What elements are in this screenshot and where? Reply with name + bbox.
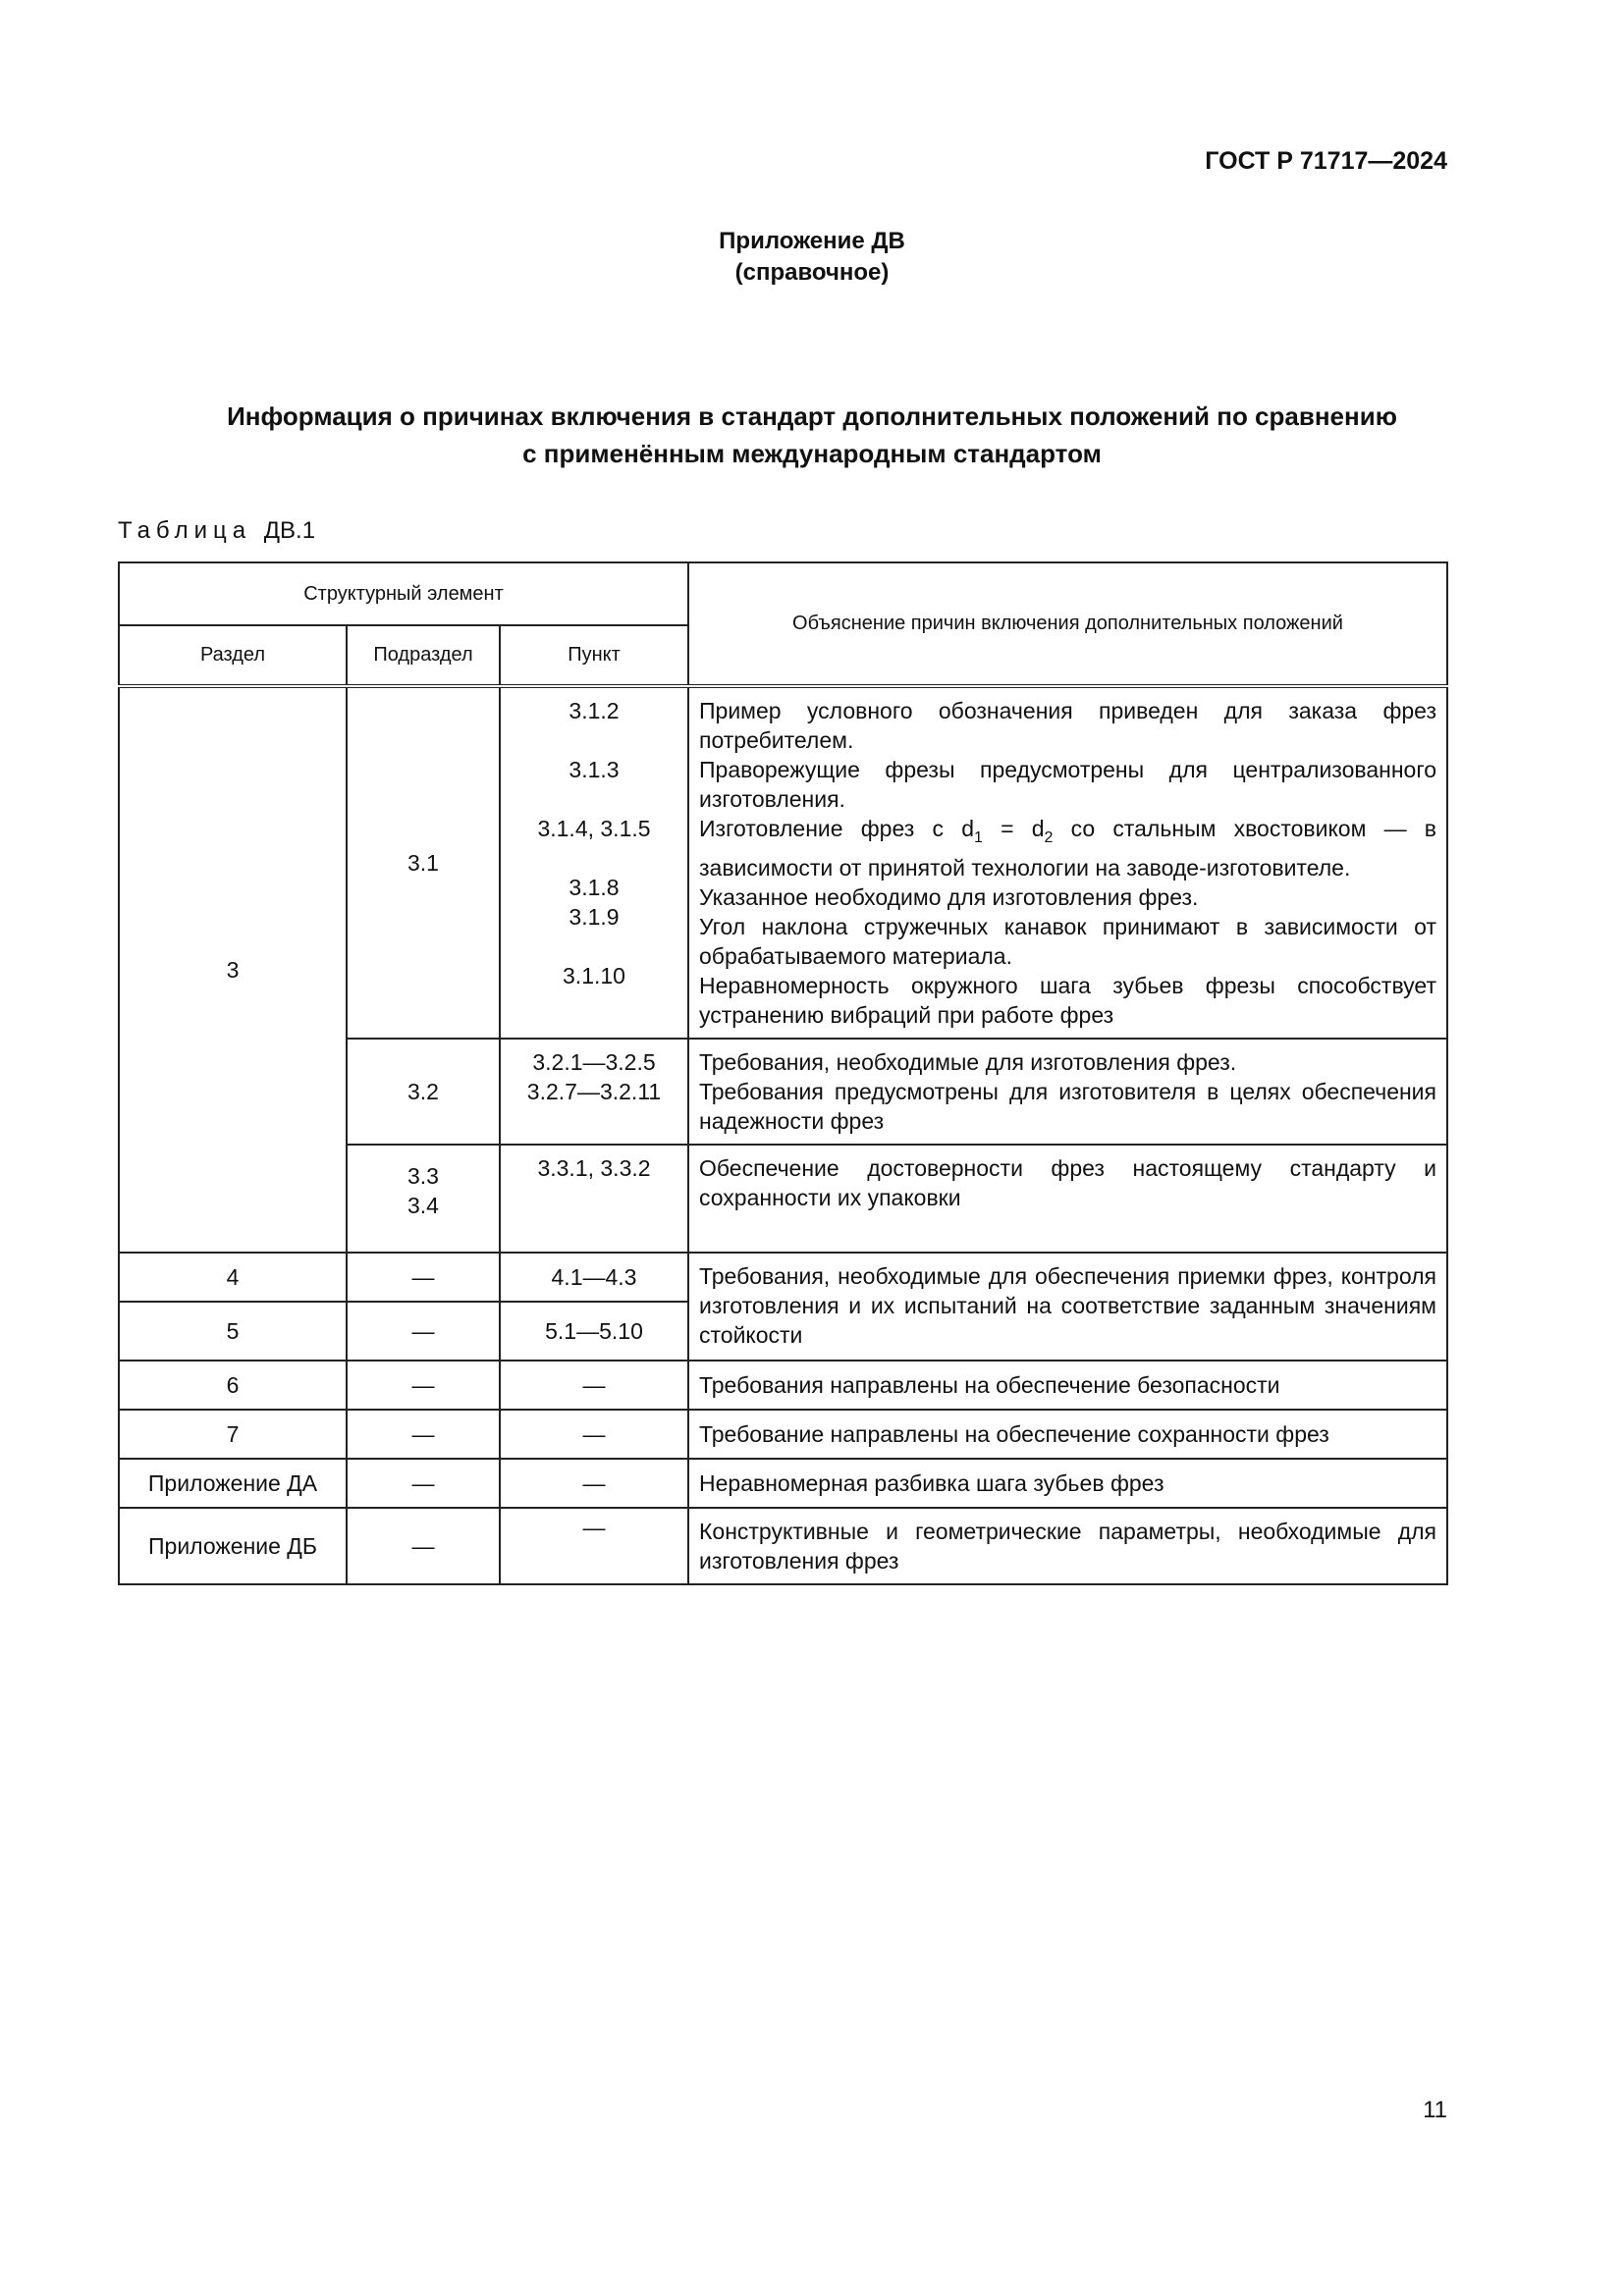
table-row [119,686,1447,1039]
explanation-text: Требования, необходимые для изготовления фрез. [699,1049,1237,1075]
clause-item: 3.1.2 [568,698,620,723]
cell-clauses [500,686,688,1039]
explanation-text: Пример условного обозначения приведен для заказа фрез потребителем. [699,698,1436,753]
cell-subsection: — [347,1410,500,1459]
cell-subsection [347,1145,500,1253]
clause-item: 3.1.8 [568,875,620,900]
cell-subsection: — [347,1302,500,1361]
explanation-text: Угол наклона стружечных канавок принимают в зависимости от обрабатываемого материала. [699,914,1436,969]
clause-item: 3.1.10 [563,963,625,988]
explanation-text: Требования предусмотрены для изготовителя в целях обеспечения надежности фрез [699,1079,1436,1134]
cell-explanation: Обеспечение достоверности фрез настоящему стандарту и сохранности их упаковки [688,1145,1447,1253]
cell-explanation: Требования направлены на обеспечение безопасности [688,1361,1447,1410]
cell-section: Приложение ДА [119,1459,347,1508]
table-caption [118,517,315,545]
explanation-text: Указанное необходимо для изготовления фрез. [699,884,1199,910]
appendix-subtitle: (справочное) [734,259,890,286]
main-title [98,398,1526,472]
cell-explanation: Конструктивные и геометрические параметры, необходимые для изготовления фрез [688,1508,1447,1584]
cell-section: 3 [119,686,347,1253]
header-subsection: Подраздел [347,625,500,686]
cell-explanation: Неравномерная разбивка шага зубьев фрез [688,1459,1447,1508]
clause-item: 3.3.1, 3.3.2 [537,1155,651,1181]
header-explanation: Объяснение причин включения дополнительных положений [688,562,1447,686]
table-row [119,1459,1447,1508]
page-number: 11 [1423,2097,1447,2123]
cell-subsection: — [347,1459,500,1508]
explanation-text: Изготовление фрез с $d_1 = d_2$ со стальным хвостовиком — в зависимости от принятой технологии на заводе-изготовителе. [699,816,1436,881]
header-clause: Пункт [500,625,688,686]
clause-item: 3.1.3 [568,757,620,782]
cell-explanation [688,686,1447,1039]
table-row [119,1508,1447,1584]
cell-subsection: — [347,1508,500,1584]
cell-section: 6 [119,1361,347,1410]
subsection-item: 3.3 [407,1163,439,1189]
cell-clause: 5.1—5.10 [500,1302,688,1361]
cell-section: Приложение ДБ [119,1508,347,1584]
cell-subsection: — [347,1361,500,1410]
cell-clauses [500,1145,688,1253]
cell-explanation: Требования, необходимые для обеспечения приемки фрез, контроля изготовления и их испытаний на соответствие заданным значениям стойкости [688,1253,1447,1361]
standard-designation: ГОСТ Р 71717—2024 [1205,147,1447,175]
cell-clause: — [500,1410,688,1459]
cell-explanation: Требование направлены на обеспечение сохранности фрез [688,1410,1447,1459]
cell-clause: — [500,1459,688,1508]
info-table [118,561,1448,1585]
cell-clause: 4.1—4.3 [500,1253,688,1302]
main-title-line-1: Информация о причинах включения в стандарт дополнительных положений по сравнению [227,401,1397,431]
clause-item: 3.2.7—3.2.11 [526,1079,662,1104]
subsection-item: 3.4 [407,1193,439,1218]
table-caption-label: Таблица [118,517,252,544]
cell-section: 4 [119,1253,347,1302]
main-title-line-2: с применённым международным стандартом [522,439,1102,468]
header-structural-element: Структурный элемент [119,562,688,625]
cell-subsection: 3.1 [347,686,500,1039]
clause-item: 3.1.9 [568,904,620,930]
appendix-title: Приложение ДВ [719,228,905,254]
clause-item: 3.1.4, 3.1.5 [537,816,651,841]
cell-clause: — [500,1361,688,1410]
cell-subsection: — [347,1253,500,1302]
table-row [119,1253,1447,1302]
header-section: Раздел [119,625,347,686]
cell-section: 5 [119,1302,347,1361]
cell-subsection: 3.2 [347,1039,500,1145]
cell-section: 7 [119,1410,347,1459]
cell-explanation [688,1039,1447,1145]
cell-clauses [500,1039,688,1145]
explanation-text: Праворежущие фрезы предусмотрены для централизованного изготовления. [699,757,1436,812]
table-row [119,1361,1447,1410]
cell-clause: — [500,1508,688,1584]
clause-item: 3.2.1—3.2.5 [532,1049,656,1075]
table-row [119,1410,1447,1459]
table-caption-number: ДВ.1 [263,517,316,544]
explanation-text: Неравномерность окружного шага зубьев фрезы способствует устранению вибраций при работе фрез [699,973,1436,1028]
